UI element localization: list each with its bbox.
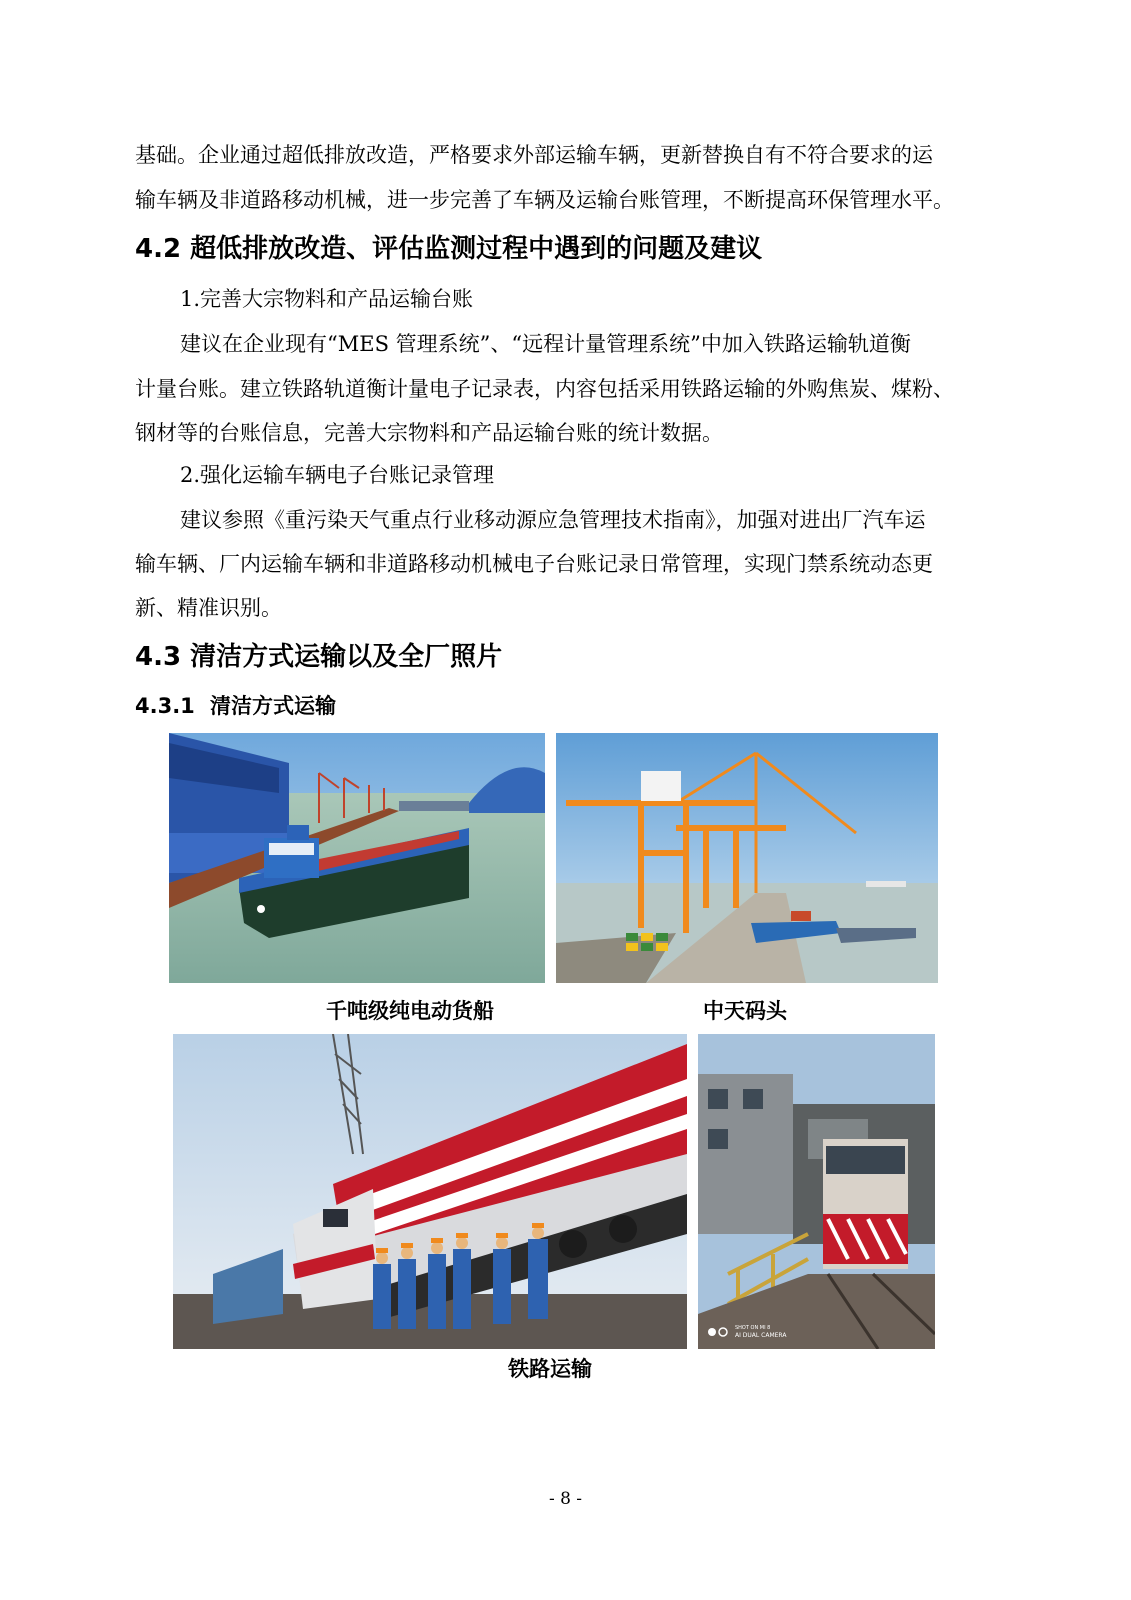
item-2-line-3: 新、精准识别。	[135, 596, 282, 620]
subsection-label: 清洁方式运输	[210, 694, 336, 718]
subsection-number: 4.3.1	[135, 694, 195, 718]
item-1-line-1: 建议在企业现有“MES 管理系统”、“远程计量管理系统”中加入铁路运输轨道衡	[180, 332, 911, 356]
caption-zhongtian-dock: 中天码头	[703, 999, 787, 1023]
section-4-2-title: 4.2 超低排放改造、评估监测过程中遇到的问题及建议	[135, 234, 763, 264]
item-1-line-3: 钢材等的台账信息，完善大宗物料和产品运输台账的统计数据。	[135, 421, 723, 445]
item-1-line-2: 计量台账。建立铁路轨道衡计量电子记录表，内容包括采用铁路运输的外购焦炭、煤粉、	[135, 377, 954, 401]
item-1-title: 1.完善大宗物料和产品运输台账	[180, 287, 474, 311]
item-2-line-1: 建议参照《重污染天气重点行业移动源应急管理技术指南》，加强对进出厂汽车运	[180, 508, 926, 532]
caption-electric-cargo-ship: 千吨级纯电动货船	[326, 999, 494, 1023]
locomotive-workers-photo	[173, 1034, 687, 1349]
page-number: - 8 -	[548, 1489, 583, 1509]
electric-cargo-ship-photo	[169, 733, 545, 983]
caption-railway-transport: 铁路运输	[508, 1357, 592, 1381]
intro-line-2: 输车辆及非道路移动机械，进一步完善了车辆及运输台账管理，不断提高环保管理水平。	[135, 188, 954, 212]
intro-line-1: 基础。企业通过超低排放改造，严格要求外部运输车辆，更新替换自有不符合要求的运	[135, 143, 933, 167]
item-2-title: 2.强化运输车辆电子台账记录管理	[180, 463, 495, 487]
locomotive-station-photo	[698, 1034, 935, 1349]
watermark-line-1: SHOT ON MI 8	[735, 1325, 771, 1331]
subsection-4-3-1-title	[135, 692, 336, 720]
watermark-line-2: AI DUAL CAMERA	[735, 1332, 787, 1339]
item-2-line-2: 输车辆、厂内运输车辆和非道路移动机械电子台账记录日常管理，实现门禁系统动态更	[135, 552, 933, 576]
zhongtian-dock-photo	[556, 733, 938, 983]
section-4-3-title: 4.3 清洁方式运输以及全厂照片	[135, 642, 503, 672]
